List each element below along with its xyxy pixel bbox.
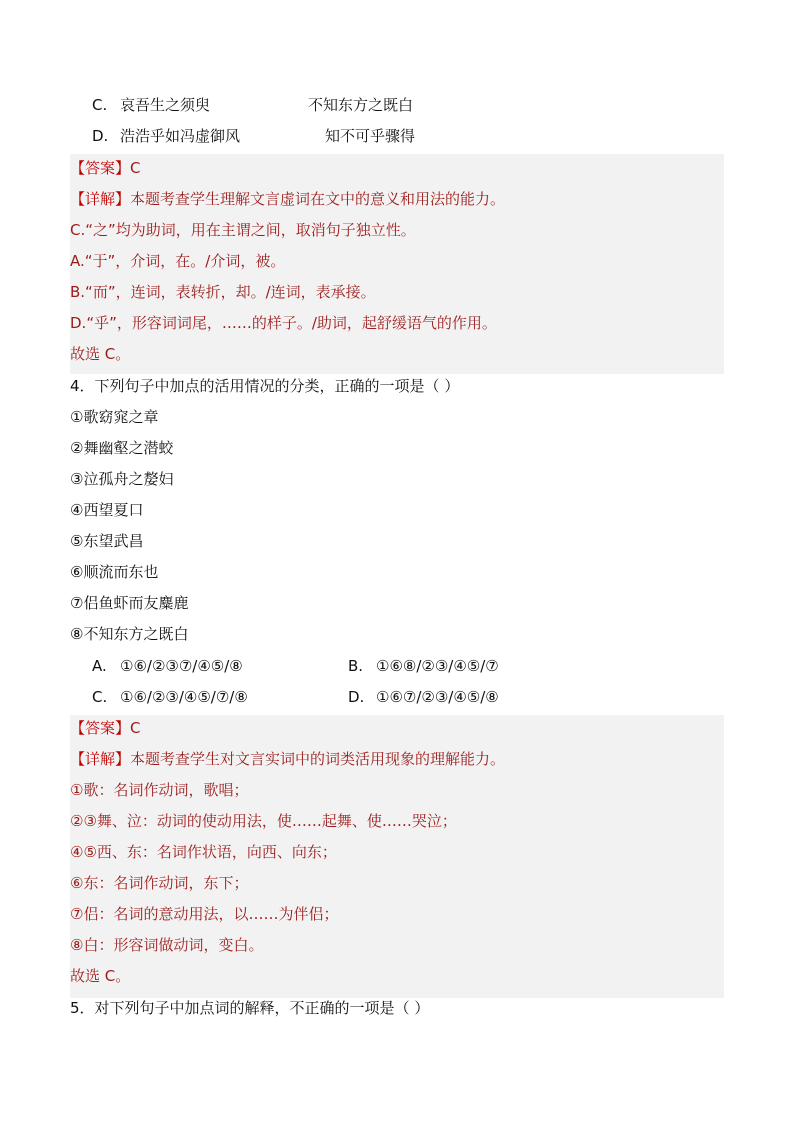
q3-option-c (92, 93, 210, 117)
q3-detail-line (70, 187, 505, 211)
q4-detail-line-2: ②③舞、泣：动词的使动用法，使……起舞、使……哭泣； (70, 812, 457, 830)
detail-tag: 【详解】 (70, 190, 131, 208)
q4-option-c-key: C. (92, 688, 108, 706)
q4-option-d[interactable] (348, 685, 499, 709)
q3-option-d-key: D. (92, 127, 109, 145)
q3-option-d (92, 124, 240, 148)
q4-option-d-text: ①⑥⑦/②③/④⑤/⑧ (376, 688, 499, 706)
q4-item-4: ④西望夏口 (70, 501, 144, 519)
q4-item-8: ⑧不知东方之既白 (70, 625, 189, 643)
q4-item-2: ②舞幽壑之潜蛟 (70, 439, 174, 457)
q4-stem: 4．下列句子中加点的活用情况的分类，正确的一项是（ ） (70, 377, 460, 395)
q4-detail-line-5: ⑦侣：名词的意动用法，以……为伴侣； (70, 905, 339, 923)
q4-option-b-key: B. (348, 657, 364, 675)
q4-conclusion: 故选 C。 (70, 967, 131, 985)
q3-answer-line (70, 156, 141, 180)
q4-item-3: ③泣孤舟之嫠妇 (70, 470, 174, 488)
q4-option-a-text: ①⑥/②③⑦/④⑤/⑧ (120, 657, 243, 675)
answer-value: C (130, 719, 141, 737)
q4-option-c-text: ①⑥/②③/④⑤/⑦/⑧ (120, 688, 248, 706)
detail-text: 本题考查学生理解文言虚词在文中的意义和用法的能力。 (130, 190, 506, 208)
detail-tag: 【详解】 (70, 750, 131, 768)
q4-detail-line-1: ①歌：名词作动词，歌唱； (70, 781, 249, 799)
q5-stem: 5．对下列句子中加点词的解释，不正确的一项是（ ） (70, 999, 430, 1017)
q3-detail-line-b: B.“而”，连词，表转折，却。/连词，表承接。 (70, 283, 376, 301)
q4-detail-line (70, 747, 505, 771)
q4-item-7: ⑦侣鱼虾而友麋鹿 (70, 594, 189, 612)
detail-text: 本题考查学生对文言实词中的词类活用现象的理解能力。 (130, 750, 506, 768)
q3-detail-line-d: D.“乎”，形容词词尾，……的样子。/助词，起舒缓语气的作用。 (70, 314, 497, 332)
q3-detail-line-c: C.“之”均为助词，用在主谓之间，取消句子独立性。 (70, 221, 416, 239)
answer-tag: 【答案】 (70, 159, 131, 177)
q3-option-c-left: 哀吾生之须臾 (120, 96, 211, 114)
answer-tag: 【答案】 (70, 719, 131, 737)
q3-option-c-right: 不知东方之既白 (308, 96, 414, 114)
q3-option-d-left: 浩浩乎如冯虚御风 (120, 127, 241, 145)
q4-option-b-text: ①⑥⑧/②③/④⑤/⑦ (376, 657, 499, 675)
q3-option-d-right: 知不可乎骤得 (325, 127, 416, 145)
q4-item-6: ⑥顺流而东也 (70, 563, 159, 581)
q3-option-c-key: C. (92, 96, 108, 114)
q4-answer-line (70, 716, 141, 740)
q4-option-d-key: D. (348, 688, 365, 706)
q4-option-a-key: A. (92, 657, 107, 675)
q3-detail-line-a: A.“于”，介词，在。/介词，被。 (70, 252, 286, 270)
q4-item-5: ⑤东望武昌 (70, 532, 144, 550)
q4-detail-line-4: ⑥东：名词作动词，东下； (70, 874, 249, 892)
q4-detail-line-3: ④⑤西、东：名词作状语，向西、向东； (70, 843, 337, 861)
q4-option-b[interactable] (348, 654, 499, 678)
q3-conclusion: 故选 C。 (70, 345, 131, 363)
q4-item-1: ①歌窈窕之章 (70, 408, 159, 426)
q4-detail-line-6: ⑧白：形容词做动词，变白。 (70, 936, 264, 954)
q4-option-a[interactable] (92, 654, 243, 678)
q4-option-c[interactable] (92, 685, 248, 709)
answer-value: C (130, 159, 141, 177)
